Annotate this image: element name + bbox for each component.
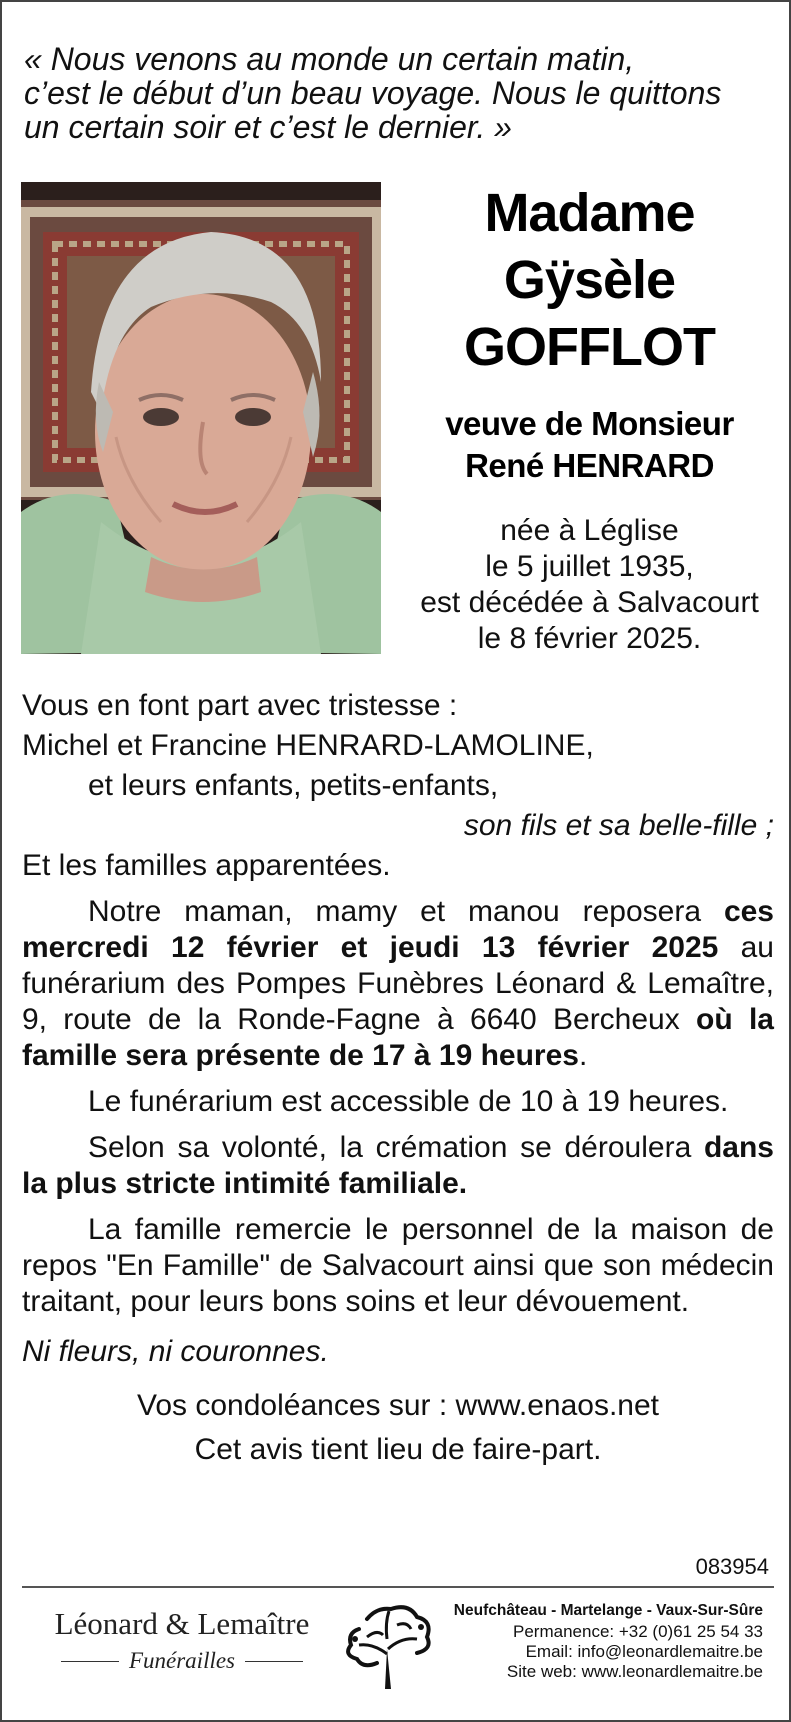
deceased-title: Madame bbox=[484, 183, 695, 243]
wish-paragraph bbox=[22, 1130, 774, 1202]
death-place: est décédée à Salvacourt bbox=[420, 586, 759, 619]
footer-divider bbox=[22, 1586, 774, 1588]
family-presence: où la famille sera présente de 17 à 19 heures bbox=[22, 1003, 774, 1072]
reference-number: 083954 bbox=[695, 1554, 769, 1579]
condolences-line: Vos condoléances sur : www.enaos.net bbox=[137, 1389, 659, 1422]
brand-rule-left bbox=[61, 1661, 119, 1662]
widow-line: veuve de Monsieur bbox=[445, 405, 734, 442]
relatives-line: Et les familles apparentées. bbox=[22, 849, 391, 882]
no-flowers-line: Ni fleurs, ni couronnes. bbox=[22, 1335, 329, 1368]
wish-prefix: Selon sa volonté, la crémation se déroulera bbox=[88, 1131, 704, 1164]
notice-line: Cet avis tient lieu de faire-part. bbox=[194, 1433, 602, 1466]
announcement-body bbox=[22, 688, 774, 1472]
family-name: Michel et Francine HENRARD-LAMOLINE, bbox=[22, 729, 594, 762]
rest-paragraph bbox=[22, 894, 774, 1074]
closing-lines bbox=[22, 1384, 774, 1472]
birth-date: le 5 juillet 1935, bbox=[485, 550, 694, 583]
family-relation: son fils et sa belle-fille ; bbox=[463, 809, 774, 842]
widow-of bbox=[397, 403, 782, 487]
contact-email: Email: info@leonardlemaitre.be bbox=[525, 1642, 763, 1661]
rest-prefix: Notre maman, mamy et manou reposera bbox=[88, 895, 724, 928]
brand-subtitle bbox=[32, 1648, 332, 1674]
death-date: le 8 février 2025. bbox=[477, 622, 702, 655]
birth-death-info bbox=[397, 513, 782, 657]
deceased-first-name: Gÿsèle bbox=[503, 250, 676, 310]
deceased-identity bbox=[397, 180, 782, 657]
contact-website: Site web: www.leonardlemaitre.be bbox=[506, 1662, 763, 1681]
quote-line: un certain soir et c’est le dernier. » bbox=[24, 109, 512, 145]
towns-line: Neufchâteau - Martelange - Vaux-Sur-Sûre bbox=[453, 1602, 763, 1619]
rest-dates: ces mercredi 12 février et jeudi 13 février 2025 bbox=[22, 895, 774, 964]
quote-line: « Nous venons au monde un certain matin, bbox=[24, 41, 635, 77]
rest-end: . bbox=[578, 1039, 588, 1072]
permanence-phone: Permanence: +32 (0)61 25 54 33 bbox=[513, 1622, 763, 1641]
portrait-photo bbox=[21, 182, 381, 654]
wish-bold: dans la plus stricte intimité familiale. bbox=[22, 1131, 774, 1200]
intro-line: Vous en font part avec tristesse : bbox=[22, 689, 458, 722]
rest-location: au funérarium des Pompes Funèbres Léonard & Lemaître, 9, route de la Ronde-Fagne à 6640 Bercheux bbox=[22, 931, 774, 1036]
deceased-last-name: GOFFLOT bbox=[464, 317, 715, 377]
funeral-home-brand bbox=[32, 1604, 332, 1674]
quote-line: c’est le début d’un beau voyage. Nous le quittons bbox=[24, 75, 722, 111]
brand-rule-right bbox=[245, 1661, 303, 1662]
thanks-paragraph: La famille remercie le personnel de la maison de repos "En Famille" de Salvacourt ainsi que son médecin traitant, pour leurs bons soins et leur dévouement. bbox=[22, 1213, 774, 1318]
family-children: et leurs enfants, petits-enfants, bbox=[88, 769, 499, 802]
widow-line: René HENRARD bbox=[465, 447, 714, 484]
birth-place: née à Léglise bbox=[500, 514, 679, 547]
brand-sub-text: Funérailles bbox=[128, 1648, 236, 1673]
hours-line: Le funérarium est accessible de 10 à 19 heures. bbox=[88, 1085, 729, 1118]
opening-quote bbox=[24, 42, 774, 144]
contact-info bbox=[403, 1600, 763, 1682]
brand-name: Léonard & Lemaître bbox=[54, 1606, 310, 1641]
